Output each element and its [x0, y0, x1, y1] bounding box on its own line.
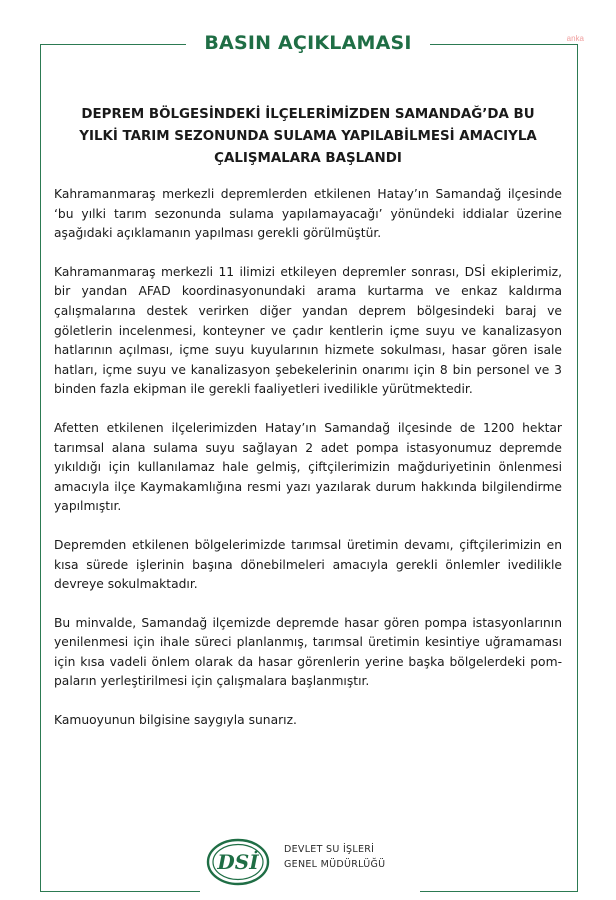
organization-line-1: DEVLET SU İŞLERİ: [284, 844, 375, 855]
svg-text:DSİ: DSİ: [217, 850, 259, 874]
paragraph-4: Depremden etkilenen bölgelerimizde tarımsal üretimin devamı, çiftçilerimizin en kısa sürede işlerinin başına dönebilmeleri amacıyla gerekli önlemler ivedilikle devreye sokulmaktadır.: [54, 537, 562, 592]
frame-bottom-left-rule: [40, 891, 200, 892]
headline-line-1: DEPREM BÖLGESİNDEKİ İLÇELERİMİZDEN SAMANDAĞ’DA BU: [81, 107, 535, 122]
frame-bottom-right-rule: [420, 891, 578, 892]
frame-top-right-rule: [430, 44, 578, 45]
dsi-logo-icon: [205, 838, 271, 886]
watermark: anka: [566, 34, 584, 43]
paragraph-1: Kahramanmaraş merkezli depremlerden etkilenen Hatay’ın Samandağ ilçesinde ‘bu yılki tarım sezonunda sulama yapılamayacağı’ yönündeki iddialar üzerine aşağıdaki açıklamanın yapılması gerekli görülmüştür.: [54, 187, 562, 241]
paragraph-3: Afetten etkilenen ilçelerimizden Hatay’ın Samandağ ilçesinde de 1200 hektar tarımsal alana sulama suyu sağlayan 2 adet pompa istasyonumuz depremde yıkıldığı için kullanılamaz hale gelmiş, çiftçilerimizin mağduriyetinin önlenmesi amacıyla ilçe Kaymakamlığına resmi yazı yazılarak durum hakkında bilgilendirme yapılmıştır.: [54, 420, 562, 514]
statement-body: [54, 185, 562, 750]
frame-top-left-rule: [40, 44, 186, 45]
paragraph-5: Bu minvalde, Samandağ ilçemizde depremde hasar gören pompa istasyonlarının yenilenmesi için ihale süreci planlanmış, tarımsal üretimin kesintiye uğramaması için kısa vadeli önlem olarak da hasar görenlerin yerine başka bölgelerdeki pompaların yerleştirilmesi için çalışmalara başlanmıştır.: [54, 615, 562, 689]
headline-line-3: ÇALIŞMALARA BAŞLANDI: [214, 151, 402, 166]
headline: [60, 104, 556, 170]
organization-name: [284, 842, 385, 872]
page-title: BASIN AÇIKLAMASI: [204, 32, 412, 54]
organization-line-2: GENEL MÜDÜRLÜĞÜ: [284, 859, 386, 870]
headline-line-2: YILKİ TARIM SEZONUNDA SULAMA YAPILABİLMESİ AMACIYLA: [79, 129, 537, 144]
paragraph-6: Kamuoyunun bilgisine saygıyla sunarız.: [54, 713, 297, 728]
paragraph-2: Kahramanmaraş merkezli 11 ilimizi etkileyen depremler sonrası, DSİ ekiplerimiz, bir yandan AFAD koordinasyonundaki arama kurtarma ve enkaz kaldırma çalışmalarına destek verirken diğer yandan deprem bölgesindeki baraj ve göletlerin incelenmesi, konteyner ve çadır kentlerin içme suyu ve kanalizasyon hatlarının açılması, içme suyu kuyularının hizmete sokulması, hasar gören isale hatları, içme suyu ve kanalizasyon şebekelerinin onarımı için 8 bin personel ve 3 binden fazla ekipman ile gerekli faaliyetleri ivedilikle yürütmektedir.: [54, 264, 562, 397]
